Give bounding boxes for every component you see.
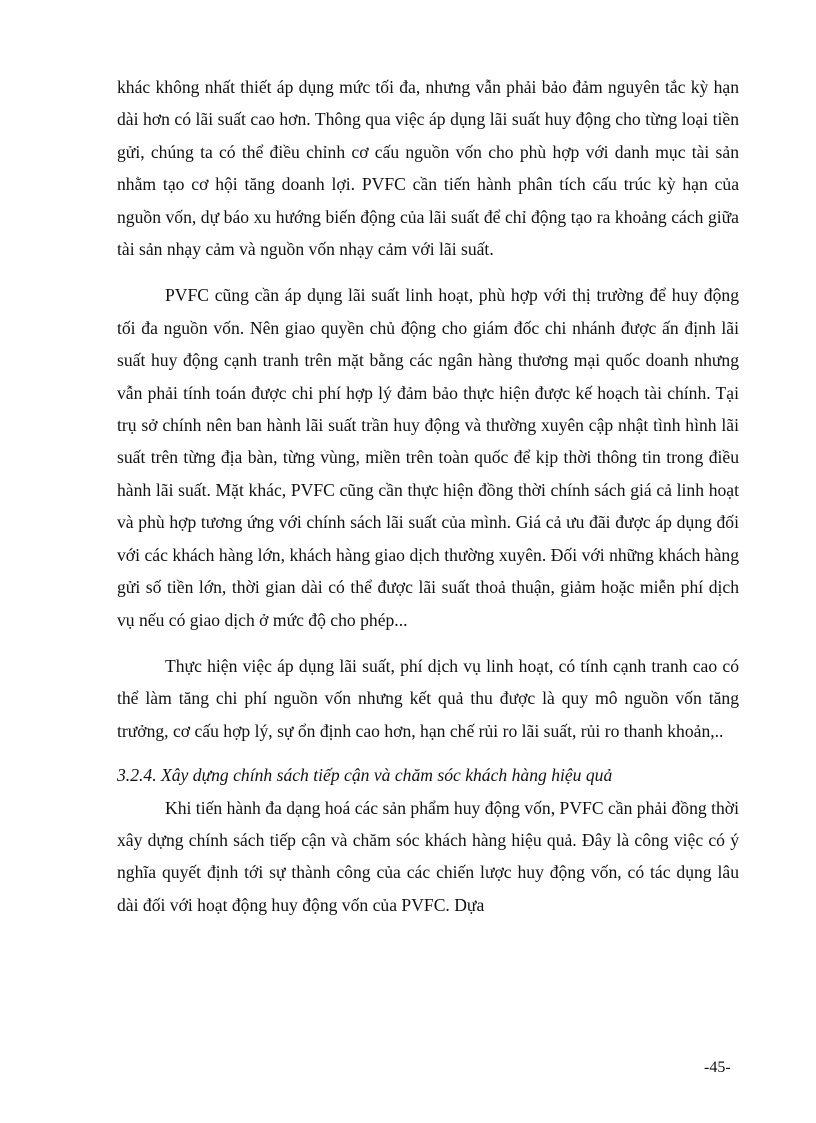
paragraph-3: Thực hiện việc áp dụng lãi suất, phí dịch vụ linh hoạt, có tính cạnh tranh cao có thể làm tăng chi phí nguồn vốn nhưng kết quả thu được là quy mô nguồn vốn tăng trưởng, cơ cấu hợp lý, sự ổn định cao hơn, hạn chế rủi ro lãi suất, rủi ro thanh khoản,.. [117,655,739,741]
paragraph-1: khác không nhất thiết áp dụng mức tối đa, nhưng vẫn phải bảo đảm nguyên tắc kỳ hạn dài hơn có lãi suất cao hơn. Thông qua việc áp dụng lãi suất huy động cho từng loại tiền gửi, chúng ta có thể điều chỉnh cơ cấu nguồn vốn cho phù hợp với danh mục tài sản nhằm tạo cơ hội tăng doanh lợi. PVFC cần tiến hành phân tích cấu trúc kỳ hạn của nguồn vốn, dự báo xu hướng biến động của lãi suất để chỉ động tạo ra khoảng cách giữa tài sản nhạy cảm và nguồn vốn nhạy cảm với lãi suất. [117,77,739,260]
paragraph-2: PVFC cũng cần áp dụng lãi suất linh hoạt, phù hợp với thị trường để huy động tối đa nguồn vốn. Nên giao quyền chủ động cho giám đốc chi nhánh được ấn định lãi suất huy động cạnh tranh trên mặt bằng các ngân hàng thương mại quốc doanh nhưng vẫn phải tính toán được chi phí hợp lý đảm bảo thực hiện được kế hoạch tài chính. Tại trụ sở chính nên ban hành lãi suất trần huy động và thường xuyên cập nhật tình hình lãi suất trên từng địa bàn, từng vùng, miền trên toàn quốc để kịp thời thông tin trong điều hành lãi suất. Mặt khác, PVFC cũng cần thực hiện đồng thời chính sách giá cả linh hoạt và phù hợp tương ứng với chính sách lãi suất của mình. Giá cả ưu đãi được áp dụng đối với các khách hàng lớn, khách hàng giao dịch thường xuyên. Đối với những khách hàng gửi số tiền lớn, thời gian dài có thể được lãi suất thoả thuận, giảm hoặc miễn phí dịch vụ nếu có giao dịch ở mức độ cho phép... [117,285,739,630]
page-number: -45- [704,1059,731,1076]
section-heading: 3.2.4. Xây dựng chính sách tiếp cận và chăm sóc khách hàng hiệu quả [117,765,613,786]
page-body [117,71,739,921]
paragraph-4: Khi tiến hành đa dạng hoá các sản phẩm huy động vốn, PVFC cần phải đồng thời xây dựng chính sách tiếp cận và chăm sóc khách hàng hiệu quả. Đây là công việc có ý nghĩa quyết định tới sự thành công của các chiến lược huy động vốn, có tác dụng lâu dài đối với hoạt động huy động vốn của PVFC. Dựa [117,797,739,915]
